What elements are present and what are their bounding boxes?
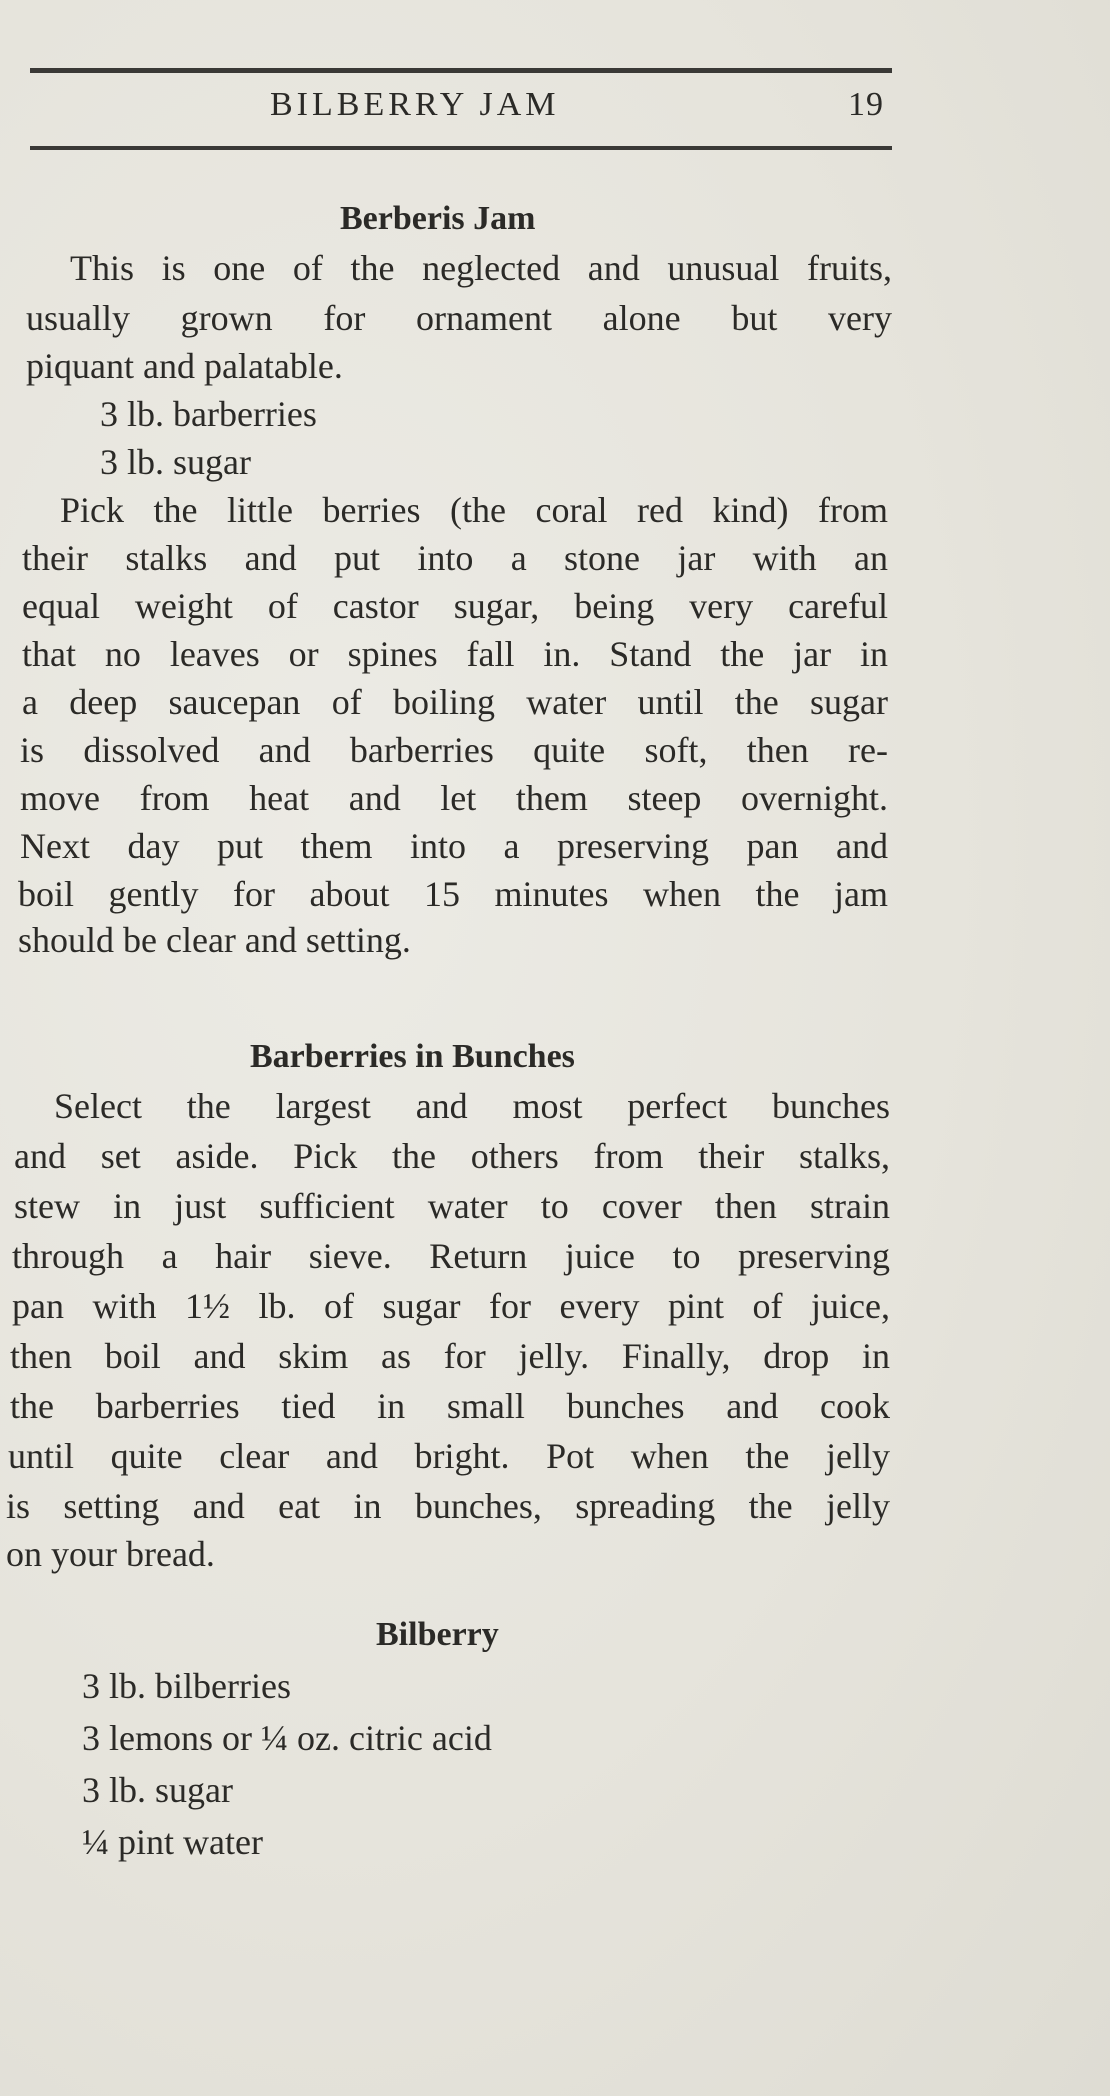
running-head: BILBERRY JAM [270, 86, 560, 123]
method-line: equal weight of castor sugar, being very careful [22, 586, 888, 626]
method-line: their stalks and put into a stone jar with an [22, 538, 888, 578]
method-line: until quite clear and bright. Pot when the jelly [8, 1436, 890, 1476]
method-line: is setting and eat in bunches, spreading the jelly [6, 1486, 890, 1526]
intro-line: usually grown for ornament alone but very [26, 298, 892, 338]
page-number: 19 [848, 86, 884, 123]
intro-line: piquant and palatable. [26, 346, 343, 386]
recipe-heading-berberis-jam: Berberis Jam [340, 200, 536, 237]
method-line: pan with 1½ lb. of sugar for every pint of juice, [12, 1286, 890, 1326]
ingredient-line: 3 lb. barberries [100, 394, 317, 434]
method-line: Select the largest and most perfect bunches [54, 1086, 890, 1126]
intro-line: This is one of the neglected and unusual fruits, [70, 248, 892, 288]
method-line: move from heat and let them steep overnight. [20, 778, 888, 818]
method-line: on your bread. [6, 1534, 215, 1574]
method-line: through a hair sieve. Return juice to preserving [12, 1236, 890, 1276]
header-rule-bottom [30, 146, 892, 150]
method-line: that no leaves or spines fall in. Stand the jar in [22, 634, 888, 674]
ingredient-line: 3 lb. bilberries [82, 1666, 291, 1706]
method-line: the barberries tied in small bunches and cook [10, 1386, 890, 1426]
method-line: is dissolved and barberries quite soft, then re- [20, 730, 888, 770]
method-line: should be clear and setting. [18, 920, 411, 960]
recipe-heading-barberries-in-bunches: Barberries in Bunches [250, 1038, 575, 1075]
ingredient-line: 3 lb. sugar [100, 442, 251, 482]
method-line: and set aside. Pick the others from their stalks, [14, 1136, 890, 1176]
method-line: Pick the little berries (the coral red kind) from [60, 490, 888, 530]
method-line: a deep saucepan of boiling water until the sugar [22, 682, 888, 722]
header-rule-top [30, 68, 892, 73]
method-line: then boil and skim as for jelly. Finally, drop in [10, 1336, 890, 1376]
ingredient-line: 3 lb. sugar [82, 1770, 233, 1810]
recipe-heading-bilberry: Bilberry [376, 1616, 499, 1653]
ingredient-line: ¼ pint water [82, 1822, 263, 1862]
method-line: Next day put them into a preserving pan and [20, 826, 888, 866]
method-line: boil gently for about 15 minutes when the jam [18, 874, 888, 914]
method-line: stew in just sufficient water to cover then strain [14, 1186, 890, 1226]
ingredient-line: 3 lemons or ¼ oz. citric acid [82, 1718, 492, 1758]
